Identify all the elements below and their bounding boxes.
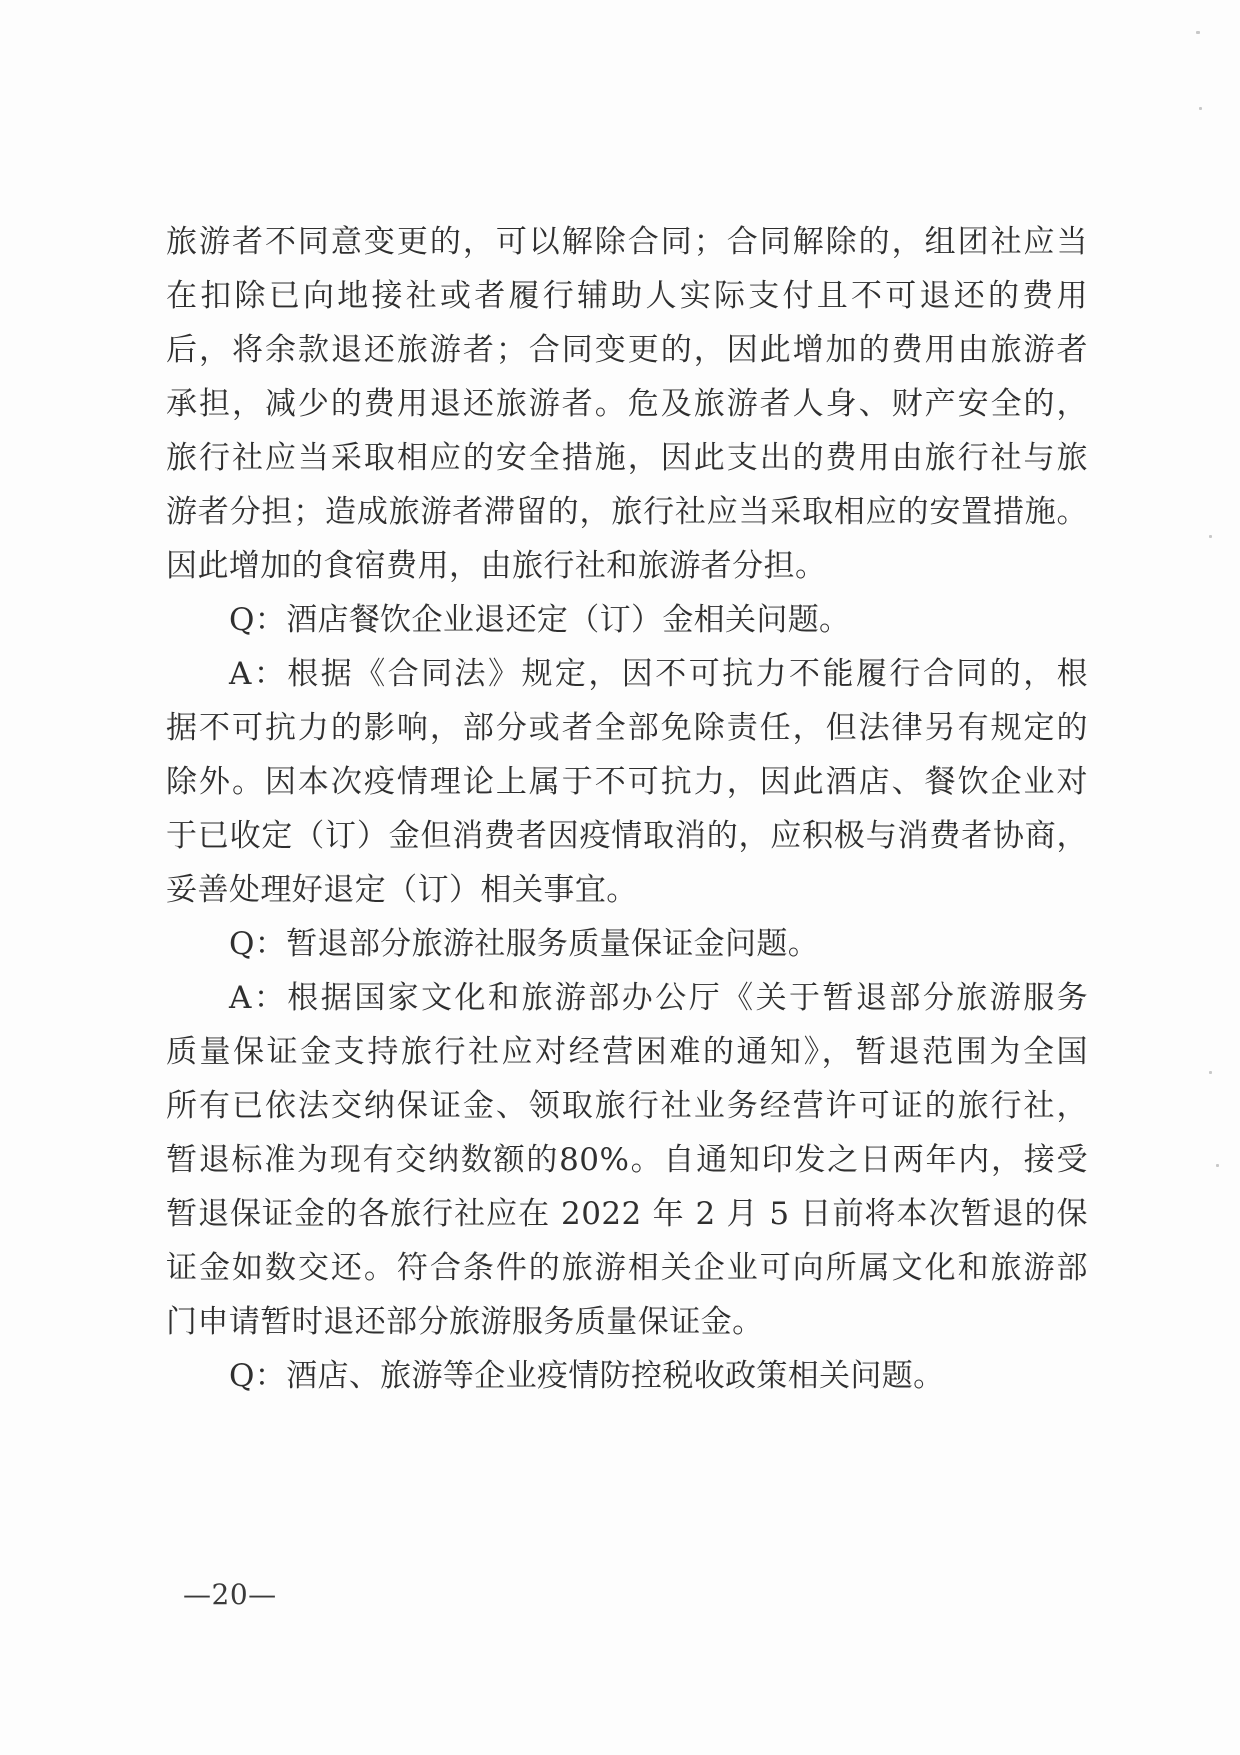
text-line: 质量保证金支持旅行社应对经营困难的通知》，暂退范围为全国 <box>166 1034 1088 1070</box>
text-line: 据不可抗力的影响，部分或者全部免除责任，但法律另有规定的 <box>166 710 1088 746</box>
body-text <box>166 215 1088 1403</box>
text-line: 暂退标准为现有交纳数额的80%。自通知印发之日两年内，接受 <box>166 1142 1088 1178</box>
text-line: 所有已依法交纳保证金、领取旅行社业务经营许可证的旅行社， <box>166 1088 1088 1124</box>
scan-mark-top-right <box>1196 31 1200 34</box>
question-line: Q：酒店、旅游等企业疫情防控税收政策相关问题。 <box>229 1358 945 1394</box>
text-line: 于已收定（订）金但消费者因疫情取消的，应积极与消费者协商， <box>166 818 1088 854</box>
text-line: 承担，减少的费用退还旅游者。危及旅游者人身、财产安全的， <box>166 386 1088 422</box>
text-line: 因此增加的食宿费用，由旅行社和旅游者分担。 <box>166 548 827 584</box>
answer-line: A：根据《合同法》规定，因不可抗力不能履行合同的，根 <box>229 656 1088 692</box>
scan-mark-right-upper <box>1199 107 1202 110</box>
text-line: 在扣除已向地接社或者履行辅助人实际支付且不可退还的费用 <box>166 278 1088 314</box>
scan-mark-right-lower <box>1209 1071 1212 1074</box>
question-line: Q：酒店餐饮企业退还定（订）金相关问题。 <box>229 602 851 638</box>
text-line: 除外。因本次疫情理论上属于不可抗力，因此酒店、餐饮企业对 <box>166 764 1088 800</box>
scan-mark-right-lower-2 <box>1216 1164 1219 1167</box>
text-line: 妥善处理好退定（订）相关事宜。 <box>166 872 638 908</box>
text-line: 证金如数交还。符合条件的旅游相关企业可向所属文化和旅游部 <box>166 1250 1088 1286</box>
scan-mark-right-middle <box>1209 535 1212 538</box>
text-line: 后，将余款退还旅游者；合同变更的，因此增加的费用由旅游者 <box>166 332 1088 368</box>
question-line: Q：暂退部分旅游社服务质量保证金问题。 <box>229 926 820 962</box>
answer-line: A：根据国家文化和旅游部办公厅《关于暂退部分旅游服务 <box>229 980 1088 1016</box>
text-line: 暂退保证金的各旅行社应在 2022 年 2 月 5 日前将本次暂退的保 <box>166 1196 1088 1232</box>
page-number: —20— <box>183 1578 277 1611</box>
text-line: 游者分担；造成旅游者滞留的，旅行社应当采取相应的安置措施。 <box>166 494 1088 530</box>
text-line: 门申请暂时退还部分旅游服务质量保证金。 <box>166 1304 764 1340</box>
text-line: 旅行社应当采取相应的安全措施，因此支出的费用由旅行社与旅 <box>166 440 1088 476</box>
text-line: 旅游者不同意变更的，可以解除合同；合同解除的，组团社应当 <box>166 224 1088 260</box>
